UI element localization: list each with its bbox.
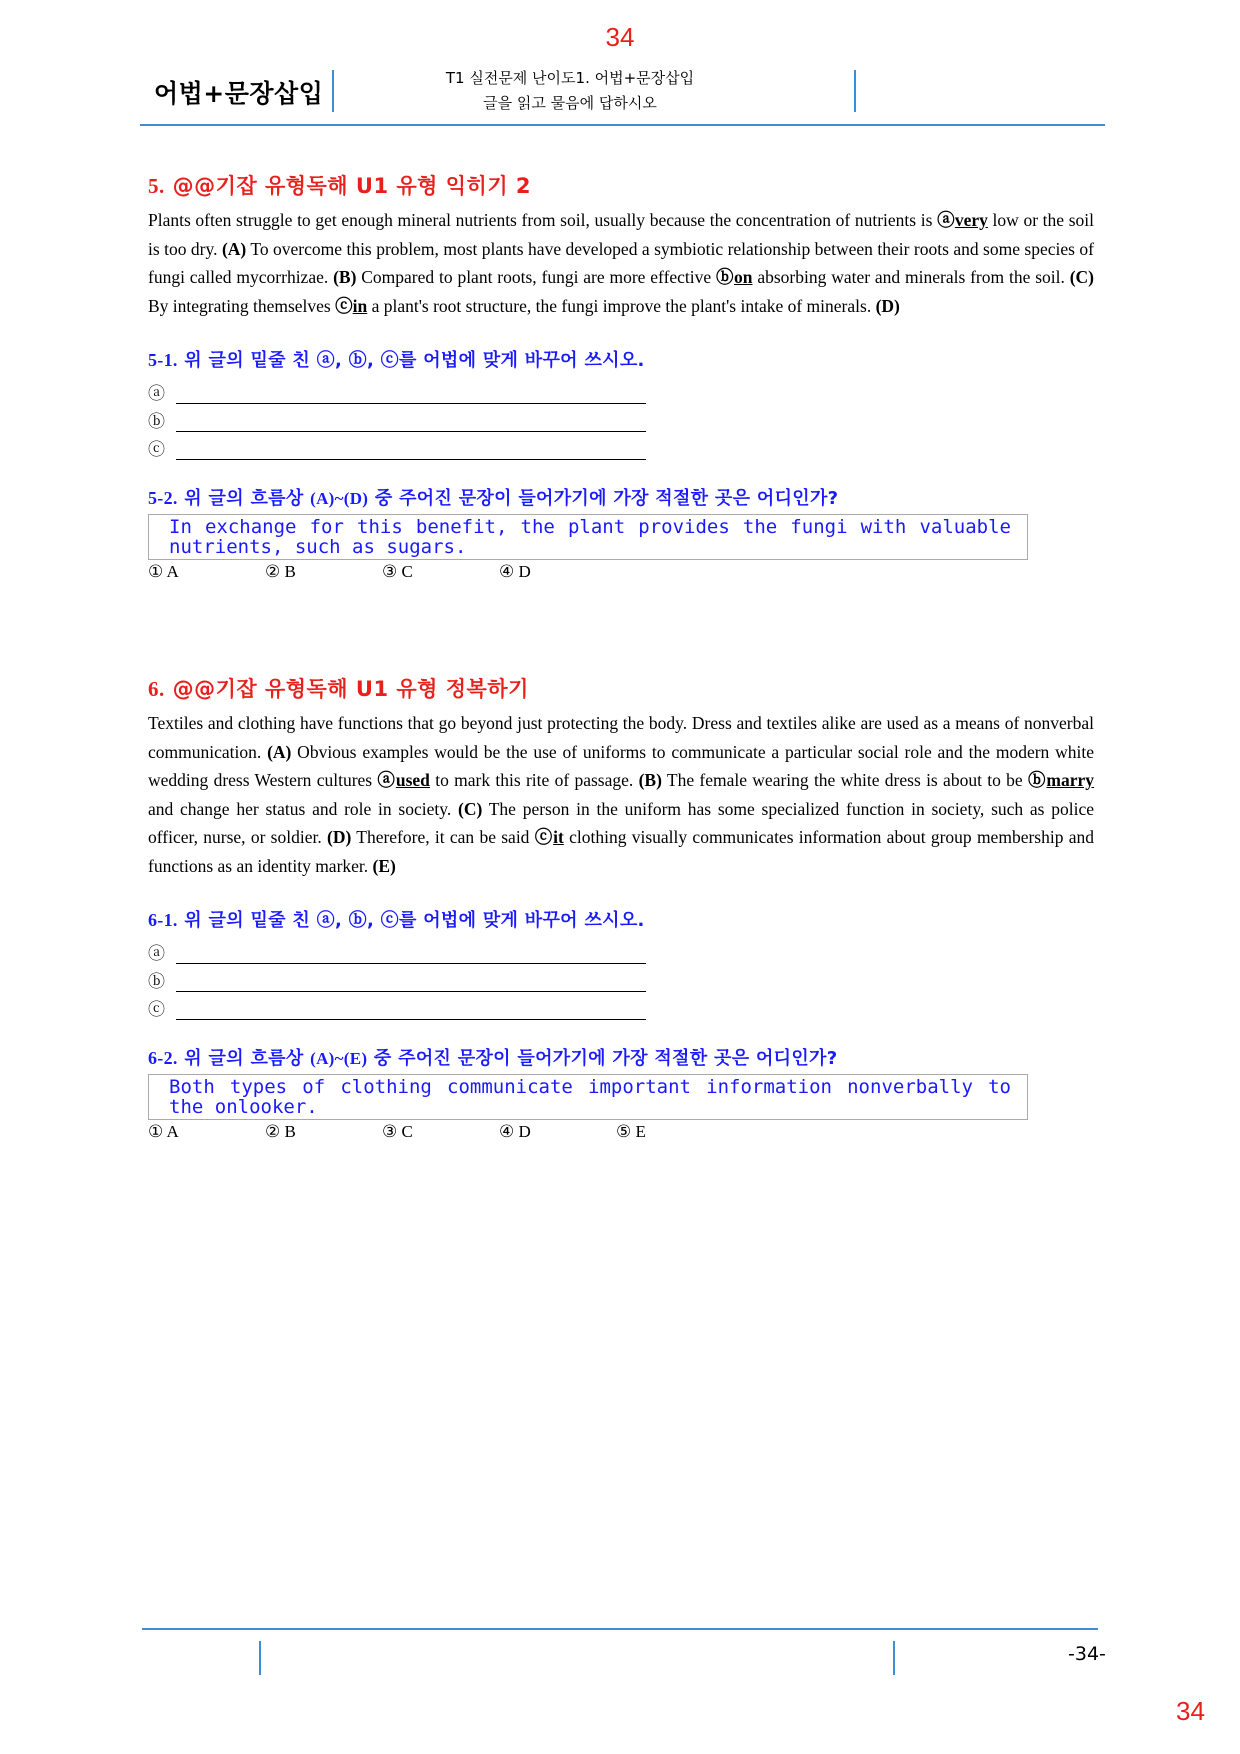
- marker-a: ⓐ: [377, 770, 396, 790]
- underlined-a: used: [395, 770, 430, 790]
- marker-c: ⓒ: [335, 295, 353, 316]
- answer-line-c[interactable]: ⓒ: [148, 432, 1094, 460]
- section-5-title: 5. @@기잡 유형독해 U1 유형 익히기 2: [148, 174, 532, 198]
- choices-6-2: [148, 1122, 1094, 1144]
- marker-b: ⓑ: [1027, 770, 1047, 790]
- footer-divider-left: [259, 1641, 261, 1675]
- answer-line-a[interactable]: ⓐ: [148, 936, 1094, 964]
- footer-page-number: -34-: [1068, 1643, 1106, 1665]
- question-5-2: 5-2. 위 글의 흐름상 (A)~(D) 중 주어진 문장이 들어가기에 가장 적절한 곳은 어디인가?: [148, 488, 839, 509]
- position-marker-D: (D): [327, 827, 352, 847]
- position-marker-B: (B): [333, 267, 357, 287]
- page-header: [140, 58, 1105, 126]
- page-number-top: 34: [605, 22, 635, 52]
- position-marker-D: (D): [875, 295, 900, 316]
- question-6-2: 6-2. 위 글의 흐름상 (A)~(E) 중 주어진 문장이 들어가기에 가장 적절한 곳은 어디인가?: [148, 1048, 838, 1069]
- choice[interactable]: ① A: [148, 1122, 179, 1141]
- choice[interactable]: ③ C: [382, 1122, 413, 1141]
- marker-a: ⓐ: [937, 210, 955, 230]
- answer-line-c[interactable]: ⓒ: [148, 992, 1094, 1020]
- position-marker-A: (A): [267, 741, 292, 762]
- answer-line-b[interactable]: ⓑ: [148, 404, 1094, 432]
- section-6: [148, 673, 1094, 1144]
- position-marker-A: (A): [221, 238, 247, 259]
- choice[interactable]: ④ D: [499, 562, 531, 581]
- answer-lines-5-1: [148, 376, 1094, 460]
- choice[interactable]: ② B: [265, 1122, 296, 1141]
- choice[interactable]: ⑤ E: [616, 1122, 646, 1141]
- given-sentence-box: Both types of clothing communicate important information nonverbally to the onlooker.: [148, 1074, 1028, 1120]
- header-subtitle: [420, 66, 720, 116]
- position-marker-B: (B): [638, 770, 662, 790]
- section-5-passage: Plants often struggle to get enough mineral nutrients from soil, usually because the concentration of nutrients is ⓐvery low or the soil is too dry. (A) To overcome this problem, most plants have developed a symbiotic relationship between their roots and some species of fungi called mycorrhizae. (B) Compared to plant roots, fungi are more effective ⓑon absorbing water and minerals from the soil. (C) By integrating themselves ⓒin a plant's root structure, the fungi improve the plant's intake of minerals. (D): [148, 210, 1094, 316]
- choice[interactable]: ④ D: [499, 1122, 531, 1141]
- footer-rule: [142, 1628, 1098, 1630]
- page-number-bottom: 34: [1176, 1696, 1205, 1726]
- header-divider-right: [854, 70, 856, 112]
- answer-lines-6-1: [148, 936, 1094, 1020]
- question-6-1: 6-1. 위 글의 밑줄 친 ⓐ, ⓑ, ⓒ를 어법에 맞게 바꾸어 쓰시오.: [148, 910, 645, 931]
- underlined-b: marry: [1046, 770, 1095, 790]
- choice[interactable]: ③ C: [382, 562, 413, 581]
- header-subtitle-line2: 글을 읽고 물음에 답하시오: [483, 94, 657, 112]
- section-6-passage: Textiles and clothing have functions that go beyond just protecting the body. Dress and textiles alike are used as a means of nonverbal communication. (A) Obvious examples would be the use of uniforms to communicate a particular social role and the modern white wedding dress Western cultures ⓐused to mark this rite of passage. (B) The female wearing the white dress is about to be ⓑmarry and change her status and role in society. (C) The person in the uniform has some specialized function in society, such as police officer, nurse, or soldier. (D) Therefore, it can be said ⓒit clothing visually communicates information about group membership and functions as an identity marker. (E): [148, 713, 1095, 876]
- marker-c: ⓒ: [534, 827, 554, 847]
- section-6-title: 6. @@기잡 유형독해 U1 유형 정복하기: [148, 677, 529, 701]
- underlined-a: very: [954, 210, 988, 230]
- position-marker-E: (E): [372, 855, 396, 876]
- header-divider-left: [332, 70, 334, 112]
- choice[interactable]: ② B: [265, 562, 296, 581]
- marker-b: ⓑ: [716, 267, 734, 287]
- header-title: 어법+문장삽입: [154, 79, 324, 108]
- section-5: [148, 170, 1094, 584]
- underlined-b: on: [734, 267, 753, 287]
- position-marker-C: (C): [1069, 267, 1094, 287]
- underlined-c: in: [352, 295, 368, 316]
- position-marker-C: (C): [458, 798, 483, 819]
- choices-5-2: [148, 562, 1094, 584]
- underlined-c: it: [553, 827, 564, 847]
- answer-line-a[interactable]: ⓐ: [148, 376, 1094, 404]
- answer-line-b[interactable]: ⓑ: [148, 964, 1094, 992]
- given-sentence-box: In exchange for this benefit, the plant provides the fungi with valuable nutrients, such as sugars.: [148, 514, 1028, 560]
- header-subtitle-line1: T1 실전문제 난이도1. 어법+문장삽입: [445, 69, 695, 87]
- question-5-1: 5-1. 위 글의 밑줄 친 ⓐ, ⓑ, ⓒ를 어법에 맞게 바꾸어 쓰시오.: [148, 350, 645, 371]
- footer-divider-right: [893, 1641, 895, 1675]
- choice[interactable]: ① A: [148, 562, 179, 581]
